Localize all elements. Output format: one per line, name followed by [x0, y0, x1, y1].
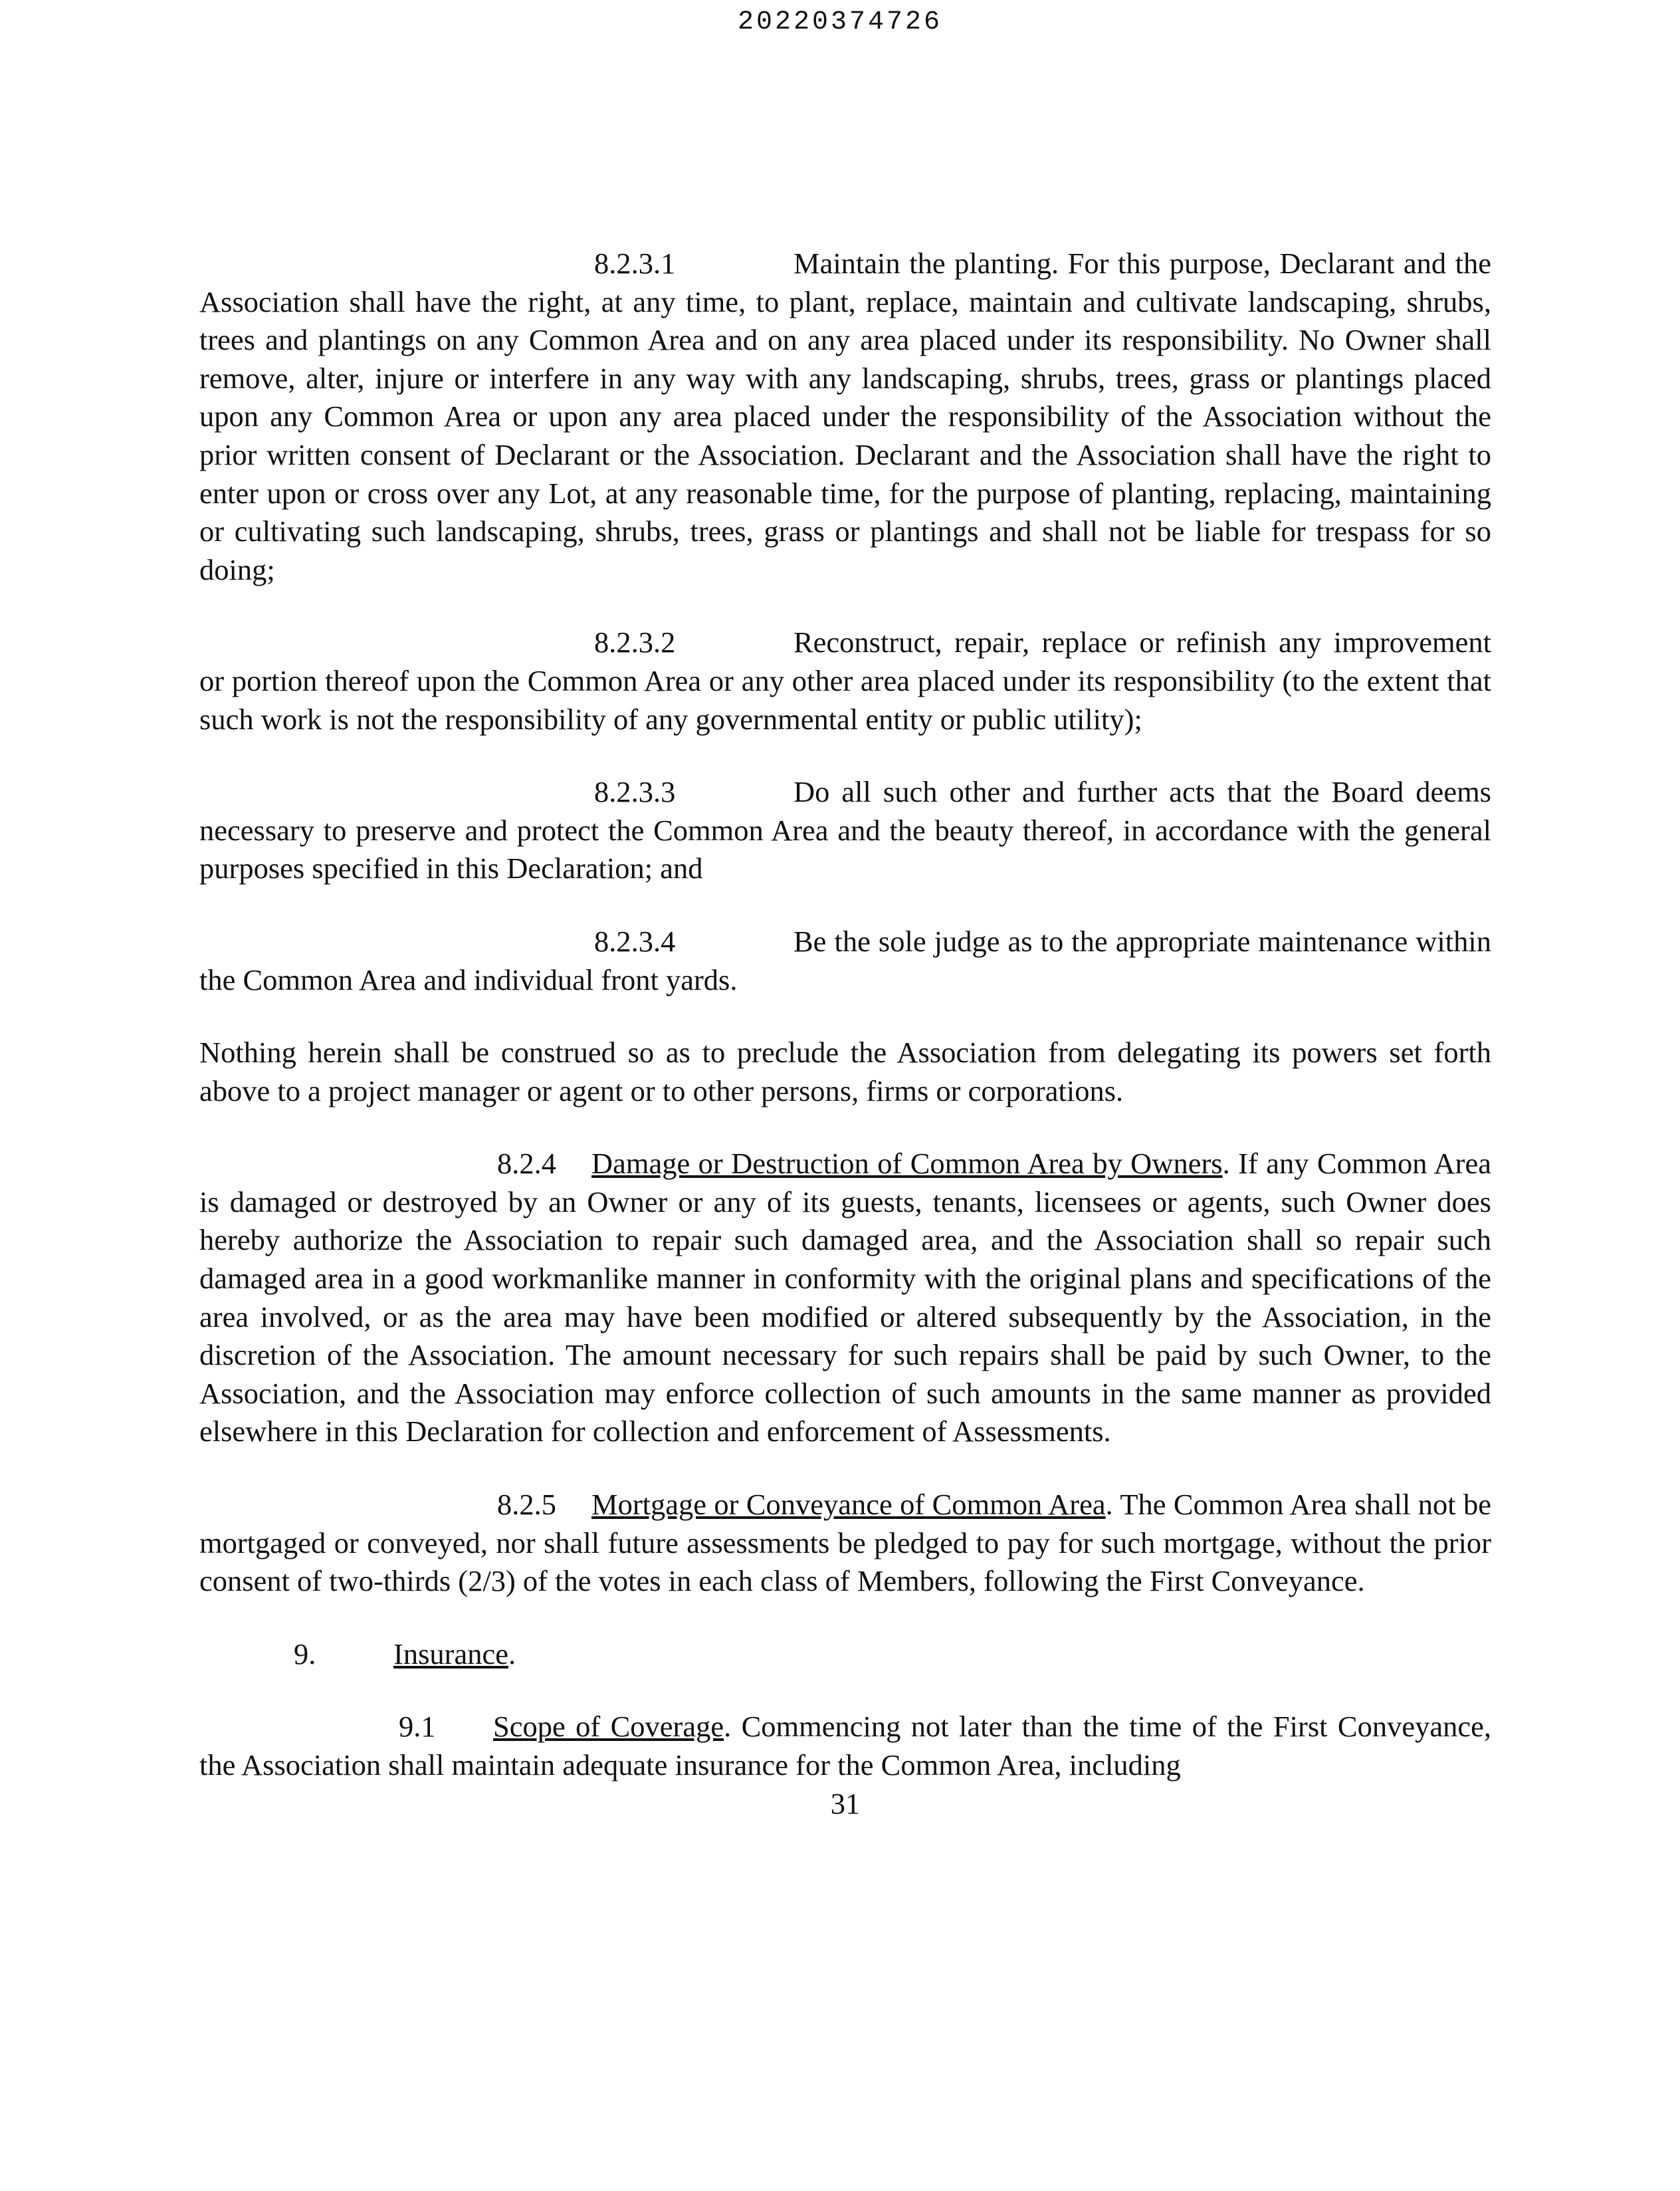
- paragraph-8-2-4: [199, 1145, 1491, 1451]
- paragraph-8-2-3-1: [199, 245, 1491, 589]
- section-number: 8.2.3.1: [594, 247, 676, 280]
- section-title: Insurance: [393, 1637, 508, 1671]
- section-title-suffix: .: [508, 1637, 516, 1671]
- section-title: Damage or Destruction of Common Area by Owners: [591, 1147, 1223, 1181]
- paragraph-text: Be the sole judge as to the appropriate maintenance within the Common Area and individual front yards.: [199, 924, 1491, 996]
- paragraph-8-2-3-2: [199, 624, 1491, 739]
- section-title: Mortgage or Conveyance of Common Area: [591, 1488, 1106, 1522]
- paragraph-9-1: [199, 1708, 1491, 1784]
- paragraph-text: Maintain the planting. For this purpose, Declarant and the Association shall have the right, at any time, to plant, replace, maintain and cultivate landscaping, shrubs, trees and plantings on any Common Area and on any area placed under its responsibility. No Owner shall remove, alter, injure or interfere in any way with any landscaping, shrubs, trees, grass or plantings placed upon any Common Area or upon any area placed under the responsibility of the Association without the prior written consent of Declarant or the Association. Declarant and the Association shall have the right to enter upon or cross over any Lot, at any reasonable time, for the purpose of planting, replacing, maintaining or cultivating such landscaping, shrubs, trees, grass or plantings and shall not be liable for trespass for so doing;: [199, 247, 1491, 586]
- paragraph-8-2-3-3: [199, 773, 1491, 888]
- paragraph-text: Reconstruct, repair, replace or refinish any improvement or portion thereof upon the Common Area or any other area placed under its responsibility (to the extent that such work is not the responsibility of any governmental entity or public utility);: [199, 626, 1491, 736]
- section-title: Scope of Coverage: [493, 1710, 724, 1744]
- page-number: 31: [830, 1786, 861, 1820]
- section-number: 8.2.3.2: [594, 626, 676, 659]
- heading-9-insurance: [199, 1635, 1491, 1674]
- document-page: [199, 245, 1491, 1823]
- paragraph-text: . If any Common Area is damaged or destroyed by an Owner or any of its guests, tenants, licensees or agents, such Owner does hereby authorize the Association to repair such damaged area, and the Association shall so repair such damaged area in a good workmanlike manner in conformity with the original plans and specifications of the area involved, or as the area may have been modified or altered subsequently by the Association, in the discretion of the Association. The amount necessary for such repairs shall be paid by such Owner, to the Association, and the Association may enforce collection of such amounts in the same manner as provided elsewhere in this Declaration for collection and enforcement of Assessments.: [199, 1147, 1491, 1448]
- paragraph-nothing-herein: Nothing herein shall be construed so as to preclude the Association from delegating its powers set forth above to a project manager or agent or to other persons, firms or corporations.: [199, 1036, 1491, 1107]
- paragraph-8-2-5: [199, 1486, 1491, 1601]
- paragraph-text: . Commencing not later than the time of the First Conveyance, the Association shall maintain adequate insurance for the Common Area, including: [199, 1710, 1491, 1782]
- document-number: 20220374726: [737, 7, 943, 37]
- paragraph-8-2-3-4: [199, 923, 1491, 999]
- paragraph-text: Do all such other and further acts that the Board deems necessary to preserve and protect the Common Area and the beauty thereof, in accordance with the general purposes specified in this Declaration; and: [199, 775, 1491, 885]
- section-number: 8.2.4: [497, 1147, 556, 1181]
- section-number: 9.1: [399, 1710, 436, 1744]
- section-number: 8.2.5: [497, 1488, 556, 1522]
- section-number: 9.: [294, 1637, 316, 1671]
- paragraph-text: . The Common Area shall not be mortgaged or conveyed, nor shall future assessments be pledged to pay for such mortgage, without the prior consent of two-thirds (2/3) of the votes in each class of Members, following the First Conveyance.: [199, 1488, 1491, 1598]
- section-number: 8.2.3.4: [594, 924, 676, 958]
- section-number: 8.2.3.3: [594, 775, 676, 809]
